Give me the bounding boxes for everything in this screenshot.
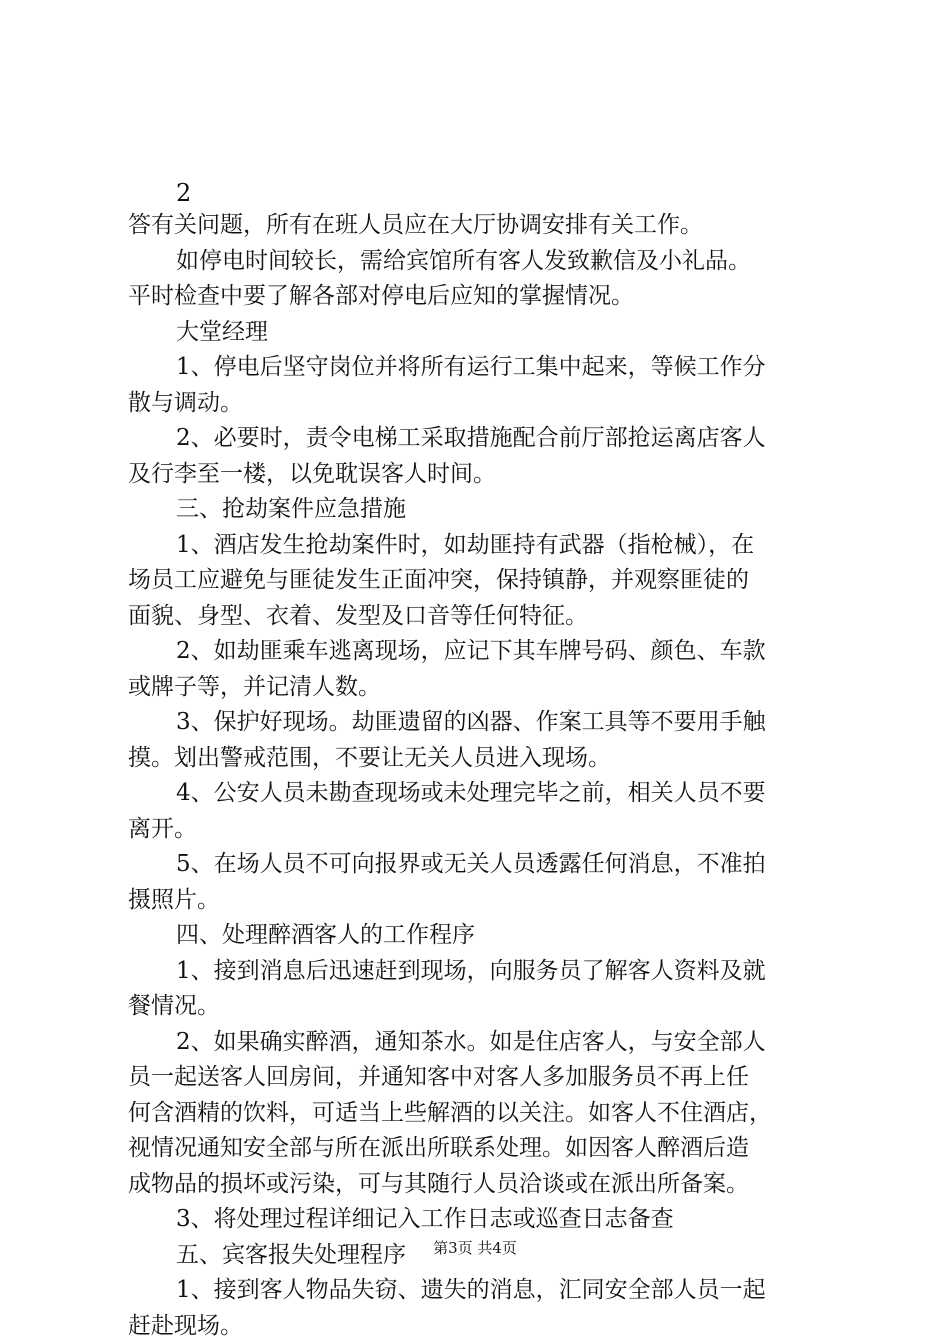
paragraph-line: 大堂经理 bbox=[176, 318, 268, 345]
document-body bbox=[128, 178, 833, 1344]
paragraph bbox=[128, 492, 833, 528]
paragraph bbox=[128, 528, 833, 635]
paragraph bbox=[128, 776, 833, 847]
paragraph-line: 4、公安人员未勘查现场或未处理完毕之前，相关人员不要 bbox=[176, 780, 766, 806]
paragraph-line: 视情况通知安全部与所在派出所联系处理。如因客人醉酒后造 bbox=[128, 1135, 749, 1161]
paragraph bbox=[128, 1025, 833, 1203]
paragraph-line: 平时检查中要了解各部对停电后应知的掌握情况。 bbox=[128, 283, 634, 309]
paragraph-line: 何含酒精的饮料，可适当上些解酒的以关注。如客人不住酒店， bbox=[128, 1099, 772, 1126]
paragraph-line: 1、接到客人物品失窃、遗失的消息，汇同安全部人员一起 bbox=[176, 1277, 766, 1303]
paragraph-line: 3、将处理过程详细记入工作日志或巡查日志备查 bbox=[176, 1206, 674, 1232]
paragraph-line: 四、处理醉酒客人的工作程序 bbox=[176, 922, 475, 948]
paragraph-line: 如停电时间较长，需给宾馆所有客人发致歉信及小礼品。 bbox=[176, 247, 751, 274]
paragraph bbox=[128, 244, 833, 315]
paragraph-line: 摸。划出警戒范围，不要让无关人员进入现场。 bbox=[128, 744, 611, 771]
page-marker: 2 bbox=[176, 179, 192, 207]
paragraph bbox=[128, 315, 833, 351]
paragraph bbox=[128, 705, 833, 776]
paragraph-line: 摄照片。 bbox=[128, 886, 220, 913]
paragraph-line: 场员工应避免与匪徒发生正面冲突，保持镇静，并观察匪徒的 bbox=[128, 567, 749, 593]
paragraph-line: 面貌、身型、衣着、发型及口音等任何特征。 bbox=[128, 602, 588, 629]
paragraph-line: 2、必要时，责令电梯工采取措施配合前厅部抢运离店客人 bbox=[176, 425, 766, 451]
paragraph-line: 或牌子等，并记清人数。 bbox=[128, 673, 381, 700]
paragraph-line: 答有关问题，所有在班人员应在大厅协调安排有关工作。 bbox=[128, 212, 703, 238]
paragraph bbox=[128, 421, 833, 492]
paragraph-line: 离开。 bbox=[128, 815, 197, 842]
paragraph bbox=[128, 954, 833, 1025]
paragraph bbox=[128, 1202, 833, 1238]
paragraph-line: 5、在场人员不可向报界或无关人员透露任何消息，不准拍 bbox=[176, 851, 766, 877]
paragraph bbox=[128, 634, 833, 705]
paragraph-line: 成物品的损坏或污染，可与其随行人员洽谈或在派出所备案。 bbox=[128, 1170, 749, 1197]
paragraph-line: 2、如果确实醉酒，通知茶水。如是住店客人，与安全部人 bbox=[176, 1028, 766, 1055]
paragraph bbox=[128, 350, 833, 421]
page-footer: 第3页 共4页 bbox=[433, 1239, 517, 1257]
paragraph-line: 1、接到消息后迅速赶到现场，向服务员了解客人资料及就 bbox=[176, 957, 766, 984]
paragraph-line: 2、如劫匪乘车逃离现场，应记下其车牌号码、颜色、车款 bbox=[176, 638, 766, 664]
paragraph-list bbox=[128, 208, 833, 1344]
paragraph bbox=[128, 1273, 833, 1344]
paragraph-line: 1、停电后坚守岗位并将所有运行工集中起来，等候工作分 bbox=[176, 354, 766, 380]
paragraph-line: 五、宾客报失处理程序 bbox=[176, 1241, 406, 1268]
paragraph bbox=[128, 208, 833, 244]
paragraph-line: 赶赴现场。 bbox=[128, 1312, 243, 1339]
paragraph-line: 3、保护好现场。劫匪遗留的凶器、作案工具等不要用手触 bbox=[176, 709, 766, 735]
paragraph-line: 散与调动。 bbox=[128, 389, 243, 416]
paragraph-line: 及行李至一楼，以免耽误客人时间。 bbox=[128, 460, 496, 487]
paragraph-line: 三、抢劫案件应急措施 bbox=[176, 496, 406, 522]
paragraph-line: 1、酒店发生抢劫案件时，如劫匪持有武器（指枪械），在 bbox=[176, 531, 755, 558]
paragraph bbox=[128, 918, 833, 954]
paragraph bbox=[128, 847, 833, 918]
paragraph-line: 餐情况。 bbox=[128, 993, 220, 1019]
paragraph-line: 员一起送客人回房间，并通知客中对客人多加服务员不再上任 bbox=[128, 1064, 749, 1090]
